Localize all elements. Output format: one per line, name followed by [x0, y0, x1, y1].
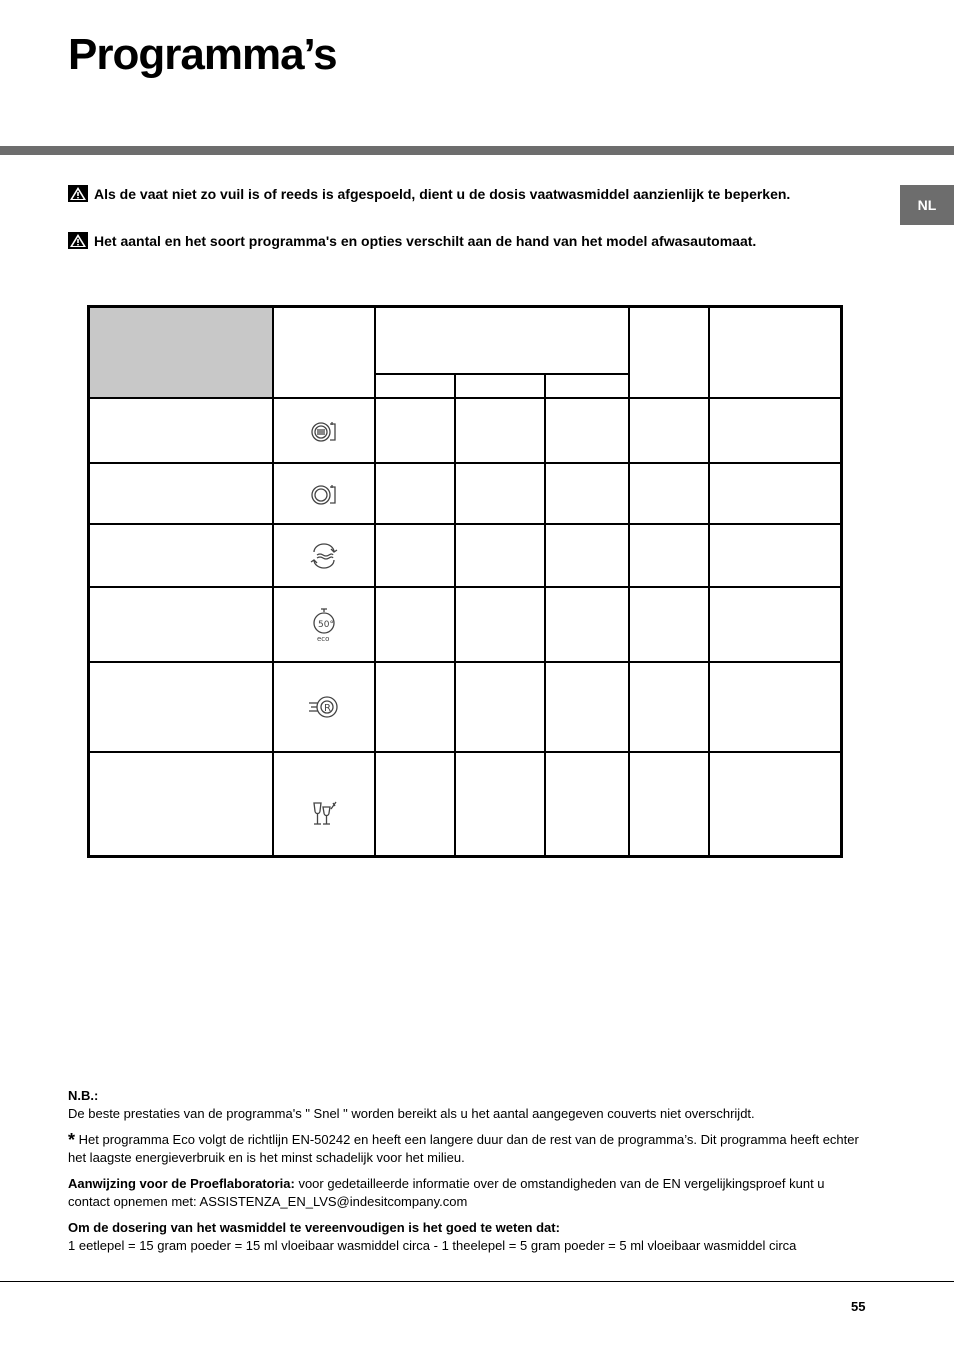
eco-star: * [68, 1130, 76, 1150]
eco-text: Het programma Eco volgt de richtlijn EN-50242 en heeft een langere duur dan de rest van de programma’s. Dit programma heeft echter het laagste energieverbruik en is het minst schadelijk voor het milieu. [68, 1132, 859, 1165]
table-hline [87, 586, 843, 588]
svg-text:R: R [324, 703, 331, 714]
notes-block [68, 1087, 868, 1255]
dosage-label: Om de dosering van het wasmiddel te vereenvoudigen is het goed te weten dat: [68, 1220, 560, 1235]
table-hline [87, 661, 843, 663]
table-vline [708, 305, 710, 858]
intensive-pot-icon [274, 399, 374, 462]
glass-delicate-icon [274, 753, 374, 858]
warning-icon [68, 185, 88, 207]
page-number: 55 [851, 1299, 866, 1314]
table-vline [544, 374, 546, 858]
normal-pot-icon [274, 464, 374, 523]
warning-1 [68, 185, 846, 207]
lab-label: Aanwijzing voor de Proeflaboratoria: [68, 1176, 295, 1191]
header-rule [0, 146, 954, 155]
table-border [87, 305, 843, 858]
svg-text:50°: 50° [318, 619, 334, 630]
nb-text: De beste prestaties van de programma's " Snel " worden bereikt als u het aantal aangegeven couverts niet overschrijdt. [68, 1106, 755, 1121]
table-vline [454, 374, 456, 858]
page-title: Programma’s [68, 30, 337, 79]
warning-2-text: Het aantal en het soort programma's en opties verschilt aan de hand van het model afwasautomaat. [94, 233, 757, 249]
table-hline [87, 523, 843, 525]
warning-1-text: Als de vaat niet zo vuil is of reeds is afgespoeld, dient u de dosis vaatwasmiddel aanzienlijk te beperken. [94, 186, 791, 202]
table-vline [628, 305, 630, 858]
footer-rule [0, 1281, 954, 1282]
nb-label: N.B.: [68, 1088, 99, 1103]
table-vline [374, 305, 376, 858]
eco-50-icon [274, 588, 374, 661]
svg-text:eco: eco [317, 634, 330, 643]
lab-text: voor gedetailleerde informatie over de omstandigheden van de EN vergelijkingsproef kunt u contact opnemen met: ASSISTENZA_EN_LVS@indesitcompany.com [68, 1176, 825, 1209]
warning-icon [68, 232, 88, 254]
table-hline [87, 462, 843, 464]
table-hline [374, 373, 630, 375]
rinse-cycle-icon [274, 525, 374, 586]
table-hline [87, 397, 843, 399]
warning-2 [68, 232, 846, 254]
rapid-r-icon [274, 663, 374, 751]
language-tab: NL [900, 185, 954, 225]
dosage-text: 1 eetlepel = 15 gram poeder = 15 ml vloeibaar wasmiddel circa - 1 theelepel = 5 gram poeder = 5 ml vloeibaar wasmiddel circa [68, 1238, 797, 1253]
program-table [87, 305, 843, 858]
table-hline [87, 751, 843, 753]
